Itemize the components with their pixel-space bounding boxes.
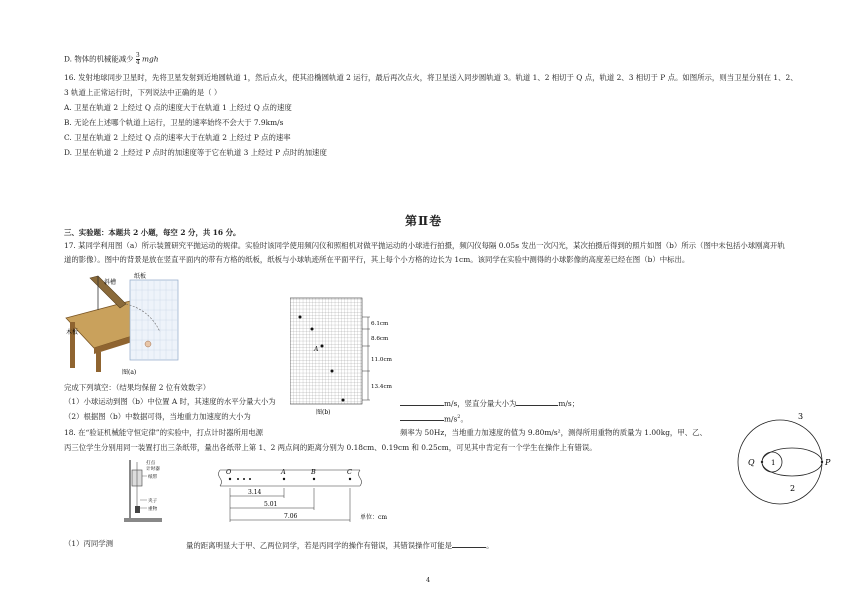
q18-line2: 丙三位学生分别用同一装置打出三条纸带，量出各纸带上第 1、2 两点间的距离分别为 0.18cm、0.19cm 和 0.25cm，可见其中肯定有一个学生在操作上有错误。 [64,443,597,452]
svg-text:7.06: 7.06 [284,513,298,520]
svg-text:单位：cm: 单位：cm [360,514,388,521]
svg-text:11.0cm: 11.0cm [371,357,392,363]
paper-tape-figure [214,468,434,530]
q18-line1a: 18. 在“验证机械能守恒定律”的实验中，打点计时器所用电源 [64,428,264,437]
svg-text:A: A [281,468,286,476]
answer-blank[interactable] [516,397,558,406]
svg-text:夹子: 夹子 [148,499,158,504]
svg-text:O: O [226,468,232,476]
part-title: 第Ⅱ卷 [405,214,443,228]
svg-text:1: 1 [771,459,776,467]
q18-line1b: 频率为 50Hz，当地重力加速度的值为 9.80m/s²，测得所用重物的质量为 1.00kg，甲、乙、 [400,428,707,437]
svg-text:2: 2 [790,484,796,493]
q18-subquestion-1a: （1）丙同学测 [64,539,114,548]
q17-fill-intro: 完成下列填空：（结果均保留 2 位有效数字） [64,383,211,392]
q16-stem-line1: 16. 发射地球同步卫星时，先将卫星发射到近地圆轨道 1，然后点火，使其沿椭圆轨道 2 运行，最后再次点火，将卫星送入同步圆轨道 3。轨道 1、2 相切于 Q 点，轨道 2、3 相切于 P 点。如图所示，则当卫星分别在 1、2、 [64,73,798,82]
q16-option-c: C. 卫星在轨道 2 上经过 Q 点的速率大于在轨道 2 上经过 P 点的速率 [64,133,291,142]
svg-text:3: 3 [798,412,804,421]
svg-text:纸带: 纸带 [148,475,158,480]
svg-text:纸板: 纸板 [134,273,147,280]
page-number: 4 [426,576,431,584]
svg-text:3.14: 3.14 [248,489,262,496]
svg-text:13.4cm: 13.4cm [371,384,392,390]
svg-text:8.6cm: 8.6cm [371,336,389,342]
svg-text:计时器: 计时器 [146,467,160,472]
svg-text:B: B [311,468,316,476]
q15-option-d: D. 物体的机械能减少 $\frac{3}{4}$ mgh [64,52,159,66]
svg-text:6.1cm: 6.1cm [371,321,389,327]
q17-subquestion-1: （1）小球运动到图（b）中位置 A 时，其速度的水平分量大小为 [64,397,276,406]
q17-subquestion-2: （2）根据图（b）中数据可得，当地重力加速度的大小为 [64,412,251,421]
svg-text:Q: Q [748,458,755,467]
svg-text:重物: 重物 [148,507,158,512]
q18-subquestion-1b: 量的距离明显大于甲、乙两位同学，若是丙同学的操作有错误，其错误操作可能是 。 [186,541,494,550]
svg-text:打点: 打点 [146,461,156,466]
answer-blank[interactable] [452,539,486,548]
photo-grid-figure-b [290,296,400,416]
svg-text:木板: 木板 [66,329,79,336]
answer-blank[interactable] [400,412,444,421]
answer-blank[interactable] [400,397,444,406]
svg-text:图(a): 图(a) [122,369,137,376]
timer-apparatus-figure [118,456,182,526]
svg-text:C: C [347,468,352,476]
q16-option-b: B. 无论在上述哪个轨道上运行，卫星的速率始终不会大于 7.9km/s [64,118,284,127]
section-heading: 三、实验题：本题共 2 小题，每空 2 分，共 16 分。 [64,228,241,237]
svg-text:斜槽: 斜槽 [104,279,117,286]
q16-option-a: A. 卫星在轨道 2 上经过 Q 点的速度大于在轨道 1 上经过 Q 点的速度 [64,103,292,112]
svg-text:图(b): 图(b) [316,409,331,416]
q16-option-d: D. 卫星在轨道 2 上经过 P 点时的加速度等于它在轨道 3 上经过 P 点时的加速度 [64,148,327,157]
q16-stem-line2: 3 轨道上正常运行时，下列说法中正确的是（ ） [64,88,222,97]
svg-text:5.01: 5.01 [264,501,278,508]
fraction: $\frac{3}{4}$ [135,52,140,66]
q17-line1: 17. 某同学利用图（a）所示装置研究平抛运动的规律。实验时该同学使用频闪仪和照相机对做平抛运动的小球进行拍摄，频闪仪每隔 0.05s 发出一次闪光，某次拍摄后得到的照片如图（b）所示（图中未包括小球刚离开轨 [64,241,785,250]
q17-answer-2: $m/s^2$。 [400,412,468,424]
apparatus-figure-a [64,270,188,376]
q17-line2: 道的影像）。图中的背景是放在竖直平面内的带有方格的纸板，纸板与小球轨迹所在平面平行，其上每个小方格的边长为 1cm。该同学在实验中测得的小球影像的高度差已经在图（b）中标出。 [64,255,690,264]
q17-answer-1: m/s，竖直分量大小为 m/s； [400,397,579,409]
svg-text:P: P [825,458,831,467]
orbit-diagram [722,405,832,505]
svg-text:A: A [314,346,319,353]
